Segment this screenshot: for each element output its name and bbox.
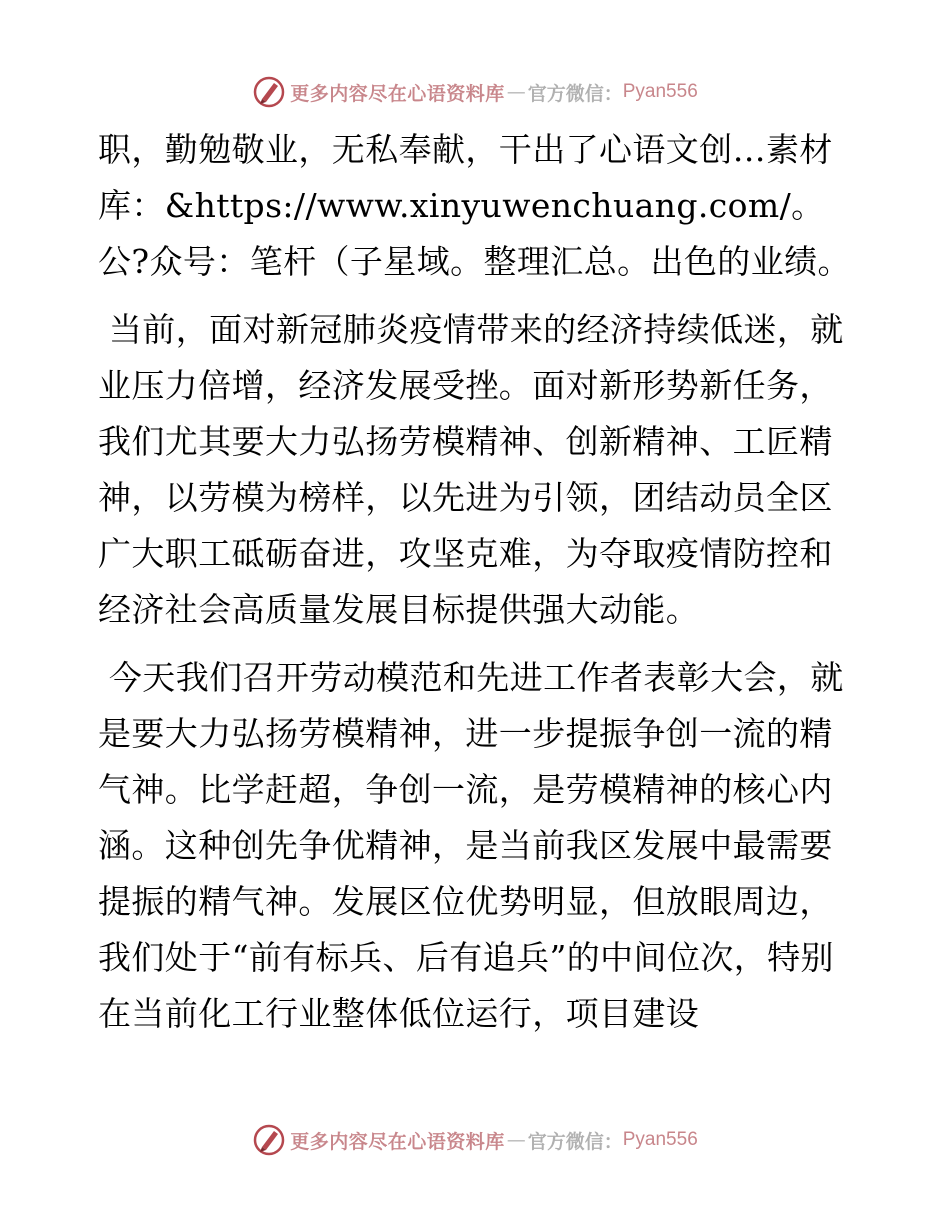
watermark-dash: —	[506, 81, 526, 103]
pen-logo-icon	[252, 75, 286, 109]
document-body	[98, 122, 858, 1054]
watermark-dash: —	[506, 1129, 526, 1151]
watermark-footer	[0, 1120, 950, 1160]
watermark-wechat-id: Pyan556	[622, 1129, 698, 1150]
watermark-wechat-id: Pyan556	[622, 81, 698, 102]
pen-logo-icon	[252, 1123, 286, 1157]
watermark-main-text: 更多内容尽在心语资料库	[290, 1130, 505, 1153]
paragraph-2: 当前，面对新冠肺炎疫情带来的经济持续低迷，就业压力倍增，经济发展受挫。面对新形势新任务，我们尤其要大力弘扬劳模精神、创新精神、工匠精神，以劳模为榜样，以先进为引领，团结动员全区广大职工砥砺奋进，攻坚克难，为夺取疫情防控和经济社会高质量发展目标提供强大动能。	[98, 310, 844, 629]
watermark-header	[0, 72, 950, 112]
watermark-main-text: 更多内容尽在心语资料库	[290, 82, 505, 105]
watermark-wechat-label: 官方微信：	[527, 1130, 623, 1153]
paragraph-1: 职，勤勉敬业，无私奉献，干出了心语文创…素材库：&https://www.xinyuwenchuang.com/。公?众号：笔杆（子星域。整理汇总。出色的业绩。	[98, 130, 851, 281]
paragraph-3: 今天我们召开劳动模范和先进工作者表彰大会，就是要大力弘扬劳模精神，进一步提振争创一流的精气神。比学赶超，争创一流，是劳模精神的核心内涵。这种创先争优精神，是当前我区发展中最需要提振的精气神。发展区位优势明显，但放眼周边，我们处于“前有标兵、后有追兵”的中间位次，特别在当前化工行业整体低位运行，项目建设	[98, 658, 844, 1033]
watermark-wechat-label: 官方微信：	[527, 82, 623, 105]
